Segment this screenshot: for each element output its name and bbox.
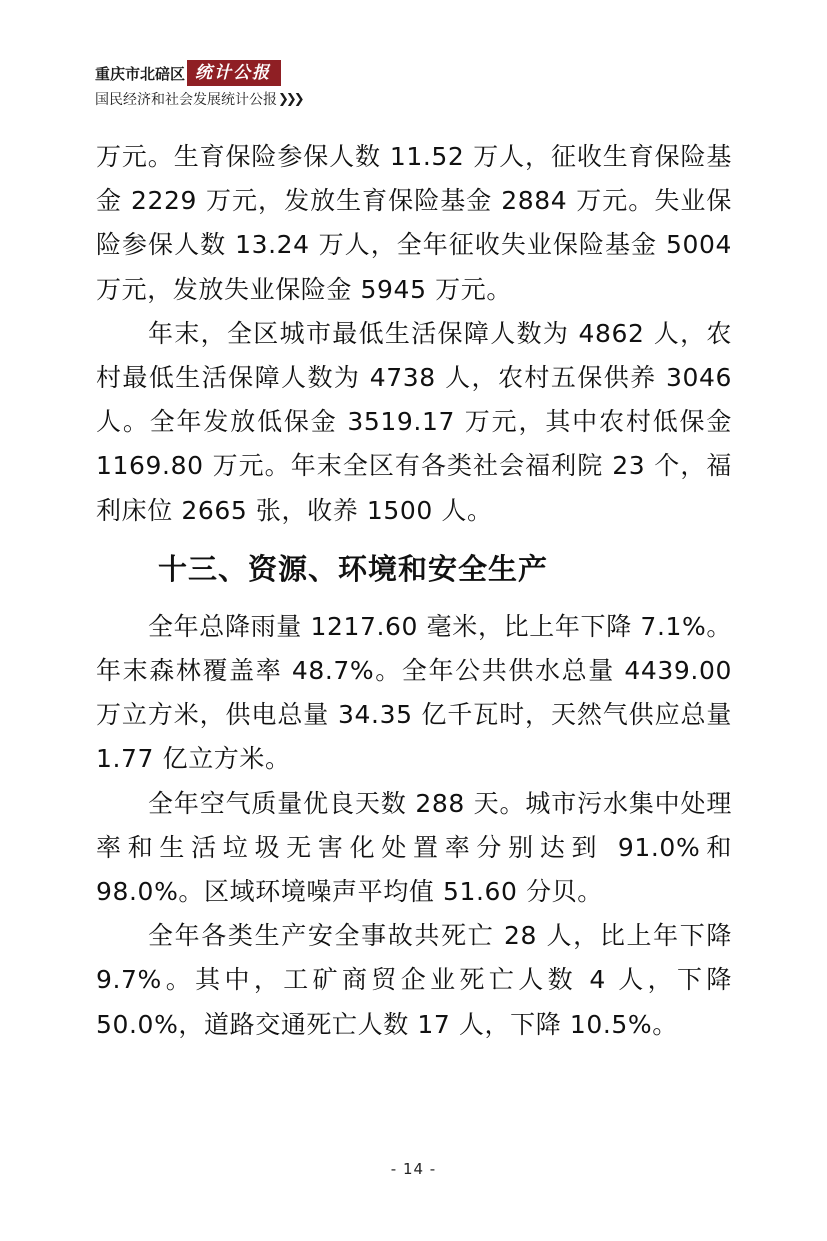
report-header bbox=[95, 60, 415, 109]
report-subtitle: 国民经济和社会发展统计公报 bbox=[95, 92, 277, 108]
document-body bbox=[96, 135, 732, 1047]
section-heading: 十三、资源、环境和安全生产 bbox=[158, 551, 549, 586]
chevron-right-icon: ❯❯❯ bbox=[278, 91, 302, 107]
header-top-row bbox=[95, 60, 415, 86]
paragraph-environment: 全年空气质量优良天数 288 天。城市污水集中处理率和生活垃圾无害化处置率分别达到 91.0%和 98.0%。区域环境噪声平均值 51.60 分贝。 bbox=[96, 788, 732, 907]
page-number: - 14 - bbox=[390, 1160, 437, 1178]
paragraph-social-insurance: 万元。生育保险参保人数 11.52 万人，征收生育保险基金 2229 万元，发放生育保险基金 2884 万元。失业保险参保人数 13.24 万人，全年征收失业保险基金 5004 万元，发放失业保险金 5945 万元。 bbox=[96, 142, 732, 304]
header-bottom-row bbox=[95, 89, 415, 109]
paragraph-resources: 全年总降雨量 1217.60 毫米，比上年下降 7.1%。年末森林覆盖率 48.7%。全年公共供水总量 4439.00 万立方米，供电总量 34.35 亿千瓦时，天然气供应总量 1.77 亿立方米。 bbox=[96, 611, 732, 774]
bulletin-badge: 统计公报 bbox=[187, 60, 281, 86]
paragraph-minimum-living: 年末，全区城市最低生活保障人数为 4862 人，农村最低生活保障人数为 4738 人，农村五保供养 3046 人。全年发放低保金 3519.17 万元，其中农村低保金 1169.80 万元。年末全区有各类社会福利院 23 个，福利床位 2665 张，收养 1500 人。 bbox=[96, 318, 732, 525]
district-name: 重庆市北碚区 bbox=[95, 64, 186, 83]
paragraph-safety: 全年各类生产安全事故共死亡 28 人，比上年下降 9.7%。其中，工矿商贸企业死亡人数 4 人，下降 50.0%，道路交通死亡人数 17 人，下降 10.5%。 bbox=[96, 921, 732, 1039]
